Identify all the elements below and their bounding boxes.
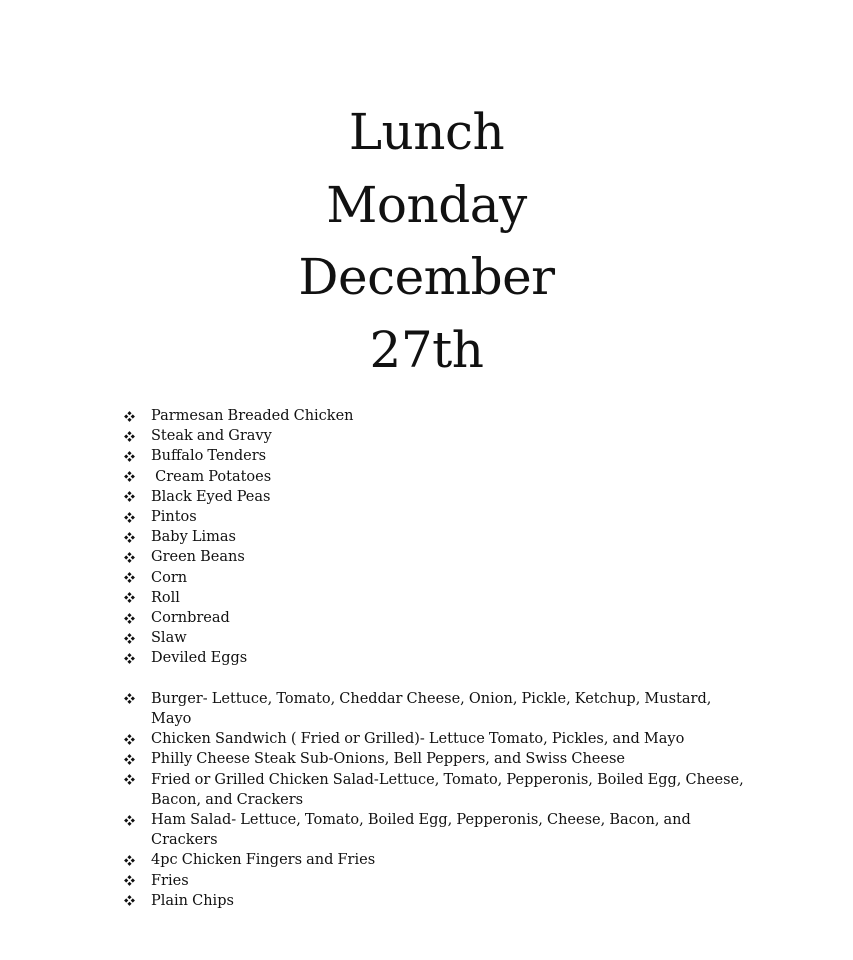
- title-line-day: Monday: [326, 175, 527, 234]
- sandwich-item-label: Chicken Sandwich ( Fried or Grilled)- Lettuce Tomato, Pickles, and Mayo: [151, 731, 685, 748]
- side-item-label: Parmesan Breaded Chicken: [151, 408, 354, 424]
- side-item-label: Slaw: [151, 630, 187, 647]
- sandwich-item-label: Philly Cheese Steak Sub-Onions, Bell Peppers, and Swiss Cheese: [151, 751, 625, 768]
- sandwich-item-label: Ham Salad- Lettuce, Tomato, Boiled Egg, Pepperonis, Cheese, Bacon, and Crackers: [151, 812, 695, 849]
- four-diamond-bullet-icon: [124, 588, 151, 608]
- side-item-label: Corn: [151, 569, 188, 586]
- four-diamond-bullet-icon: [124, 648, 151, 668]
- side-item-label: Cream Potatoes: [151, 468, 272, 485]
- side-item: [124, 628, 744, 648]
- sandwich-item: [124, 729, 744, 749]
- side-item-label: Buffalo Tenders: [151, 448, 267, 465]
- four-diamond-bullet-icon: [124, 689, 151, 709]
- side-item: [124, 426, 744, 446]
- four-diamond-bullet-icon: [124, 406, 151, 426]
- sandwich-item-label: Burger- Lettuce, Tomato, Cheddar Cheese, Onion, Pickle, Ketchup, Mustard, Mayo: [151, 690, 716, 728]
- sides-list: [124, 406, 744, 669]
- four-diamond-bullet-icon: [124, 749, 151, 769]
- sandwich-item-label: Fried or Grilled Chicken Salad-Lettuce, Tomato, Pepperonis, Boiled Egg, Cheese, Bacon, and Crackers: [151, 771, 748, 808]
- four-diamond-bullet-icon: [124, 467, 151, 487]
- title-line-month: December: [298, 248, 555, 306]
- side-item-label: Black Eyed Peas: [151, 488, 271, 505]
- sandwich-item-label: 4pc Chicken Fingers and Fries: [151, 852, 376, 869]
- side-item: [124, 588, 744, 608]
- four-diamond-bullet-icon: [124, 487, 151, 507]
- four-diamond-bullet-icon: [124, 547, 151, 567]
- side-item: [124, 547, 744, 567]
- four-diamond-bullet-icon: [124, 770, 151, 790]
- four-diamond-bullet-icon: [124, 810, 151, 830]
- four-diamond-bullet-icon: [124, 628, 151, 648]
- side-item: [124, 608, 744, 628]
- four-diamond-bullet-icon: [124, 729, 151, 749]
- four-diamond-bullet-icon: [124, 568, 151, 588]
- sandwich-item: [124, 850, 744, 870]
- side-item-label: Cornbread: [151, 610, 230, 627]
- sandwich-item: [124, 749, 744, 769]
- side-item-label: Roll: [151, 589, 180, 606]
- side-item-label: Green Beans: [151, 549, 245, 566]
- side-item-label: Pintos: [151, 509, 197, 526]
- page-title: [0, 96, 853, 386]
- side-item: [124, 568, 744, 588]
- side-item: [124, 406, 744, 426]
- four-diamond-bullet-icon: [124, 871, 151, 891]
- side-item: [124, 467, 744, 487]
- side-item-label: Steak and Gravy: [151, 428, 272, 445]
- side-item: [124, 527, 744, 547]
- side-item: [124, 648, 744, 668]
- side-item: [124, 446, 744, 466]
- sandwich-item: [124, 871, 744, 891]
- sandwich-item-label: Fries: [151, 872, 189, 889]
- sandwich-item: [124, 689, 744, 729]
- sandwiches-list: [124, 689, 748, 911]
- four-diamond-bullet-icon: [124, 891, 151, 911]
- four-diamond-bullet-icon: [124, 608, 151, 628]
- side-item: [124, 507, 744, 527]
- side-item-label: Baby Limas: [151, 529, 236, 546]
- sandwich-item-label: Plain Chips: [151, 892, 234, 909]
- lunch-menu: [124, 406, 748, 911]
- four-diamond-bullet-icon: [124, 850, 151, 870]
- title-line-date: 27th: [369, 320, 484, 379]
- sandwich-item: [124, 810, 744, 850]
- title-line-lunch: Lunch: [348, 103, 505, 161]
- four-diamond-bullet-icon: [124, 507, 151, 527]
- four-diamond-bullet-icon: [124, 446, 151, 466]
- sandwich-item: [124, 891, 744, 911]
- sandwich-item: [124, 770, 748, 810]
- side-item: [124, 487, 744, 507]
- side-item-label: Deviled Eggs: [151, 650, 248, 667]
- four-diamond-bullet-icon: [124, 527, 151, 547]
- four-diamond-bullet-icon: [124, 426, 151, 446]
